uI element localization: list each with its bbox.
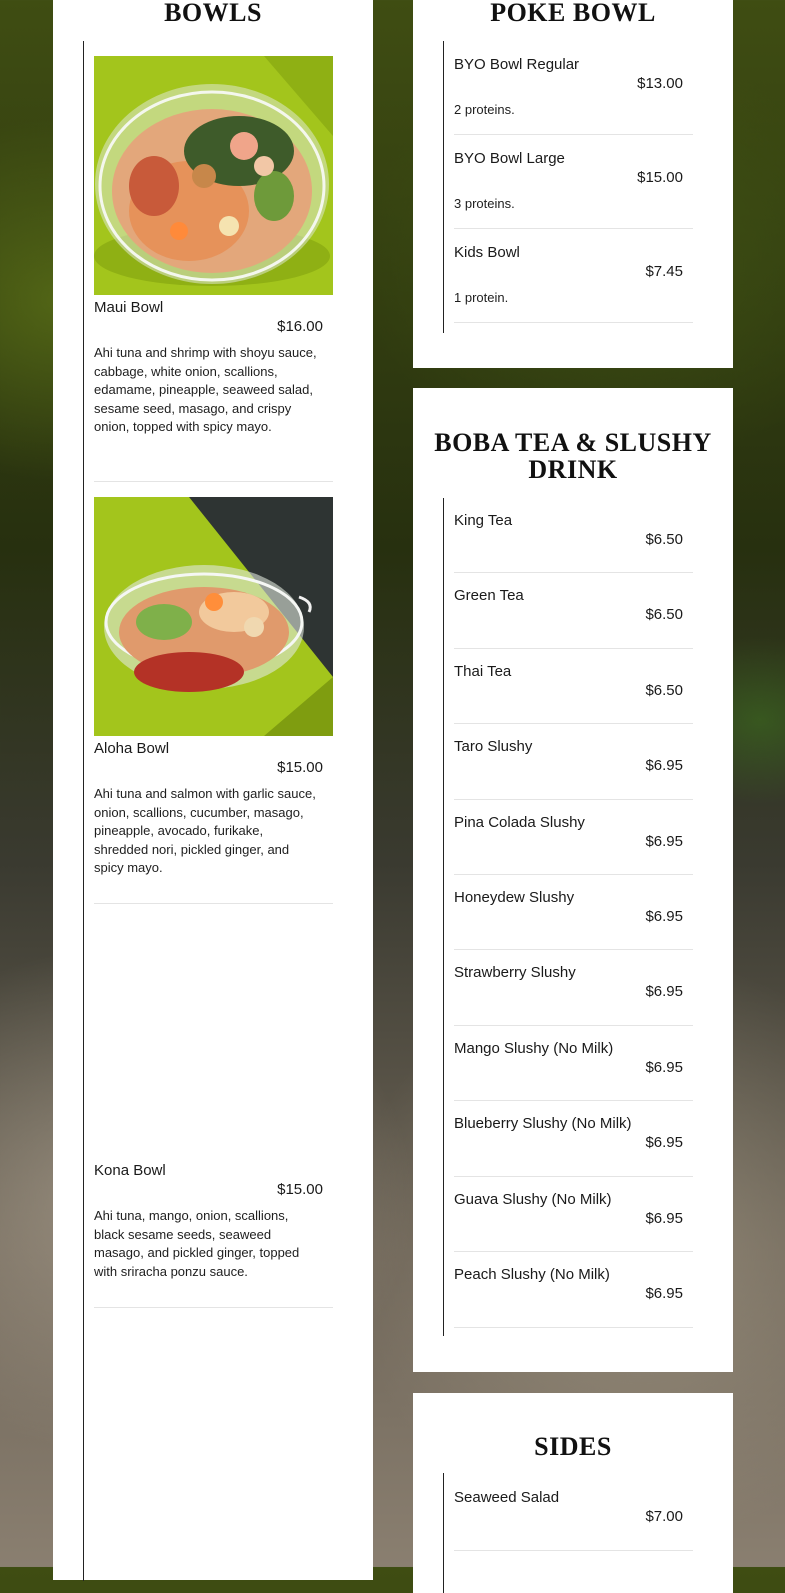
item-name: Peach Slushy (No Milk): [454, 1266, 610, 1283]
item-divider: [454, 1251, 693, 1252]
item-price: $6.50: [645, 606, 683, 623]
poke-bowl-image-icon: [94, 497, 333, 736]
menu-item-thai-tea[interactable]: [454, 663, 693, 739]
boba-items-list: [454, 512, 693, 1332]
maui-bowl-photo: [94, 56, 333, 295]
sides-panel: [413, 1393, 733, 1593]
item-divider: [454, 1025, 693, 1026]
menu-item-strawberry-slushy[interactable]: [454, 964, 693, 1040]
item-name: Blueberry Slushy (No Milk): [454, 1115, 632, 1132]
item-name: Guava Slushy (No Milk): [454, 1191, 612, 1208]
item-divider: [454, 648, 693, 649]
item-description: 2 proteins.: [454, 102, 515, 117]
item-divider: [454, 1550, 693, 1551]
item-price: $6.95: [645, 983, 683, 1000]
item-price: $6.50: [645, 531, 683, 548]
item-price: $6.95: [645, 1210, 683, 1227]
item-divider: [94, 1307, 333, 1308]
item-divider: [454, 799, 693, 800]
menu-item-honeydew-slushy[interactable]: [454, 889, 693, 965]
poke-bowl-divider-line: [443, 41, 444, 333]
menu-item-blueberry-slushy[interactable]: [454, 1115, 693, 1191]
poke-bowl-panel: [413, 0, 733, 368]
bowls-title: BOWLS: [164, 0, 262, 27]
item-divider: [94, 903, 333, 904]
item-name: Taro Slushy: [454, 738, 533, 755]
menu-item-byo-large[interactable]: [454, 150, 693, 244]
item-divider: [454, 1327, 693, 1328]
aloha-bowl-photo: [94, 497, 333, 736]
item-price: $13.00: [637, 75, 683, 92]
item-name: Mango Slushy (No Milk): [454, 1040, 614, 1057]
item-divider: [454, 572, 693, 573]
menu-item-kona-bowl[interactable]: [94, 919, 333, 1307]
item-divider: [454, 874, 693, 875]
item-price: $6.95: [645, 908, 683, 925]
poke-bowl-title: POKE BOWL: [490, 0, 656, 27]
menu-item-maui-bowl[interactable]: [94, 56, 333, 482]
item-price: $15.00: [277, 1181, 323, 1198]
bowls-panel: [53, 0, 373, 1580]
item-description: 3 proteins.: [454, 196, 515, 211]
menu-item-kids-bowl[interactable]: [454, 244, 693, 338]
menu-item-aloha-bowl[interactable]: [94, 497, 333, 903]
item-price: $6.95: [645, 1059, 683, 1076]
item-divider: [454, 723, 693, 724]
sides-divider-line: [443, 1473, 444, 1593]
item-price: $6.95: [645, 1134, 683, 1151]
item-name: BYO Bowl Regular: [454, 56, 580, 73]
menu-item-king-tea[interactable]: [454, 512, 693, 588]
kona-bowl-photo-placeholder: [94, 919, 333, 1158]
item-name: Thai Tea: [454, 663, 512, 680]
item-description: Ahi tuna and salmon with garlic sauce, onion, scallions, cucumber, masago, pineapple, avocado, furikake, shredded nori, pickled ginger, and spicy mayo.: [94, 786, 316, 876]
item-price: $15.00: [277, 759, 323, 776]
item-name: Aloha Bowl: [94, 740, 170, 757]
boba-panel: [413, 388, 733, 1372]
item-price: $16.00: [277, 318, 323, 335]
item-divider: [454, 228, 693, 229]
item-name: Kona Bowl: [94, 1162, 166, 1179]
item-divider: [454, 134, 693, 135]
boba-divider-line: [443, 498, 444, 1336]
menu-item-guava-slushy[interactable]: [454, 1191, 693, 1267]
item-price: $6.95: [645, 1285, 683, 1302]
menu-item-pina-colada-slushy[interactable]: [454, 814, 693, 890]
item-name: BYO Bowl Large: [454, 150, 565, 167]
item-name: Kids Bowl: [454, 244, 520, 261]
item-divider: [454, 1100, 693, 1101]
item-name: Pina Colada Slushy: [454, 814, 585, 831]
item-price: $7.45: [645, 263, 683, 280]
menu-item-byo-regular[interactable]: [454, 56, 693, 150]
menu-item-seaweed-salad[interactable]: [454, 1489, 693, 1565]
item-divider: [94, 481, 333, 482]
item-divider: [454, 1176, 693, 1177]
item-price: $7.00: [645, 1508, 683, 1525]
item-price: $15.00: [637, 169, 683, 186]
menu-item-mango-slushy[interactable]: [454, 1040, 693, 1116]
boba-title: BOBA TEA & SLUSHY DRINK: [434, 428, 712, 484]
sides-title: SIDES: [534, 1432, 612, 1461]
item-price: $6.50: [645, 682, 683, 699]
menu-item-green-tea[interactable]: [454, 587, 693, 663]
menu-item-taro-slushy[interactable]: [454, 738, 693, 814]
poke-bowl-image-icon: [94, 56, 333, 295]
item-description: Ahi tuna, mango, onion, scallions, black sesame seeds, seaweed masago, and pickled ginger, topped with sriracha ponzu sauce.: [94, 1208, 300, 1279]
item-name: Strawberry Slushy: [454, 964, 576, 981]
item-description: Ahi tuna and shrimp with shoyu sauce, cabbage, white onion, scallions, edamame, pineapple, seaweed salad, sesame seed, masago, and crispy onion, topped with spicy mayo.: [94, 345, 317, 435]
item-name: King Tea: [454, 512, 513, 529]
item-price: $6.95: [645, 833, 683, 850]
item-description: 1 protein.: [454, 290, 509, 305]
item-price: $6.95: [645, 757, 683, 774]
bowls-divider-line: [83, 41, 84, 1581]
item-name: Seaweed Salad: [454, 1489, 560, 1506]
menu-item-peach-slushy[interactable]: [454, 1266, 693, 1342]
item-divider: [454, 322, 693, 323]
item-name: Green Tea: [454, 587, 524, 604]
item-divider: [454, 949, 693, 950]
item-name: Honeydew Slushy: [454, 889, 575, 906]
item-name: Maui Bowl: [94, 299, 164, 316]
